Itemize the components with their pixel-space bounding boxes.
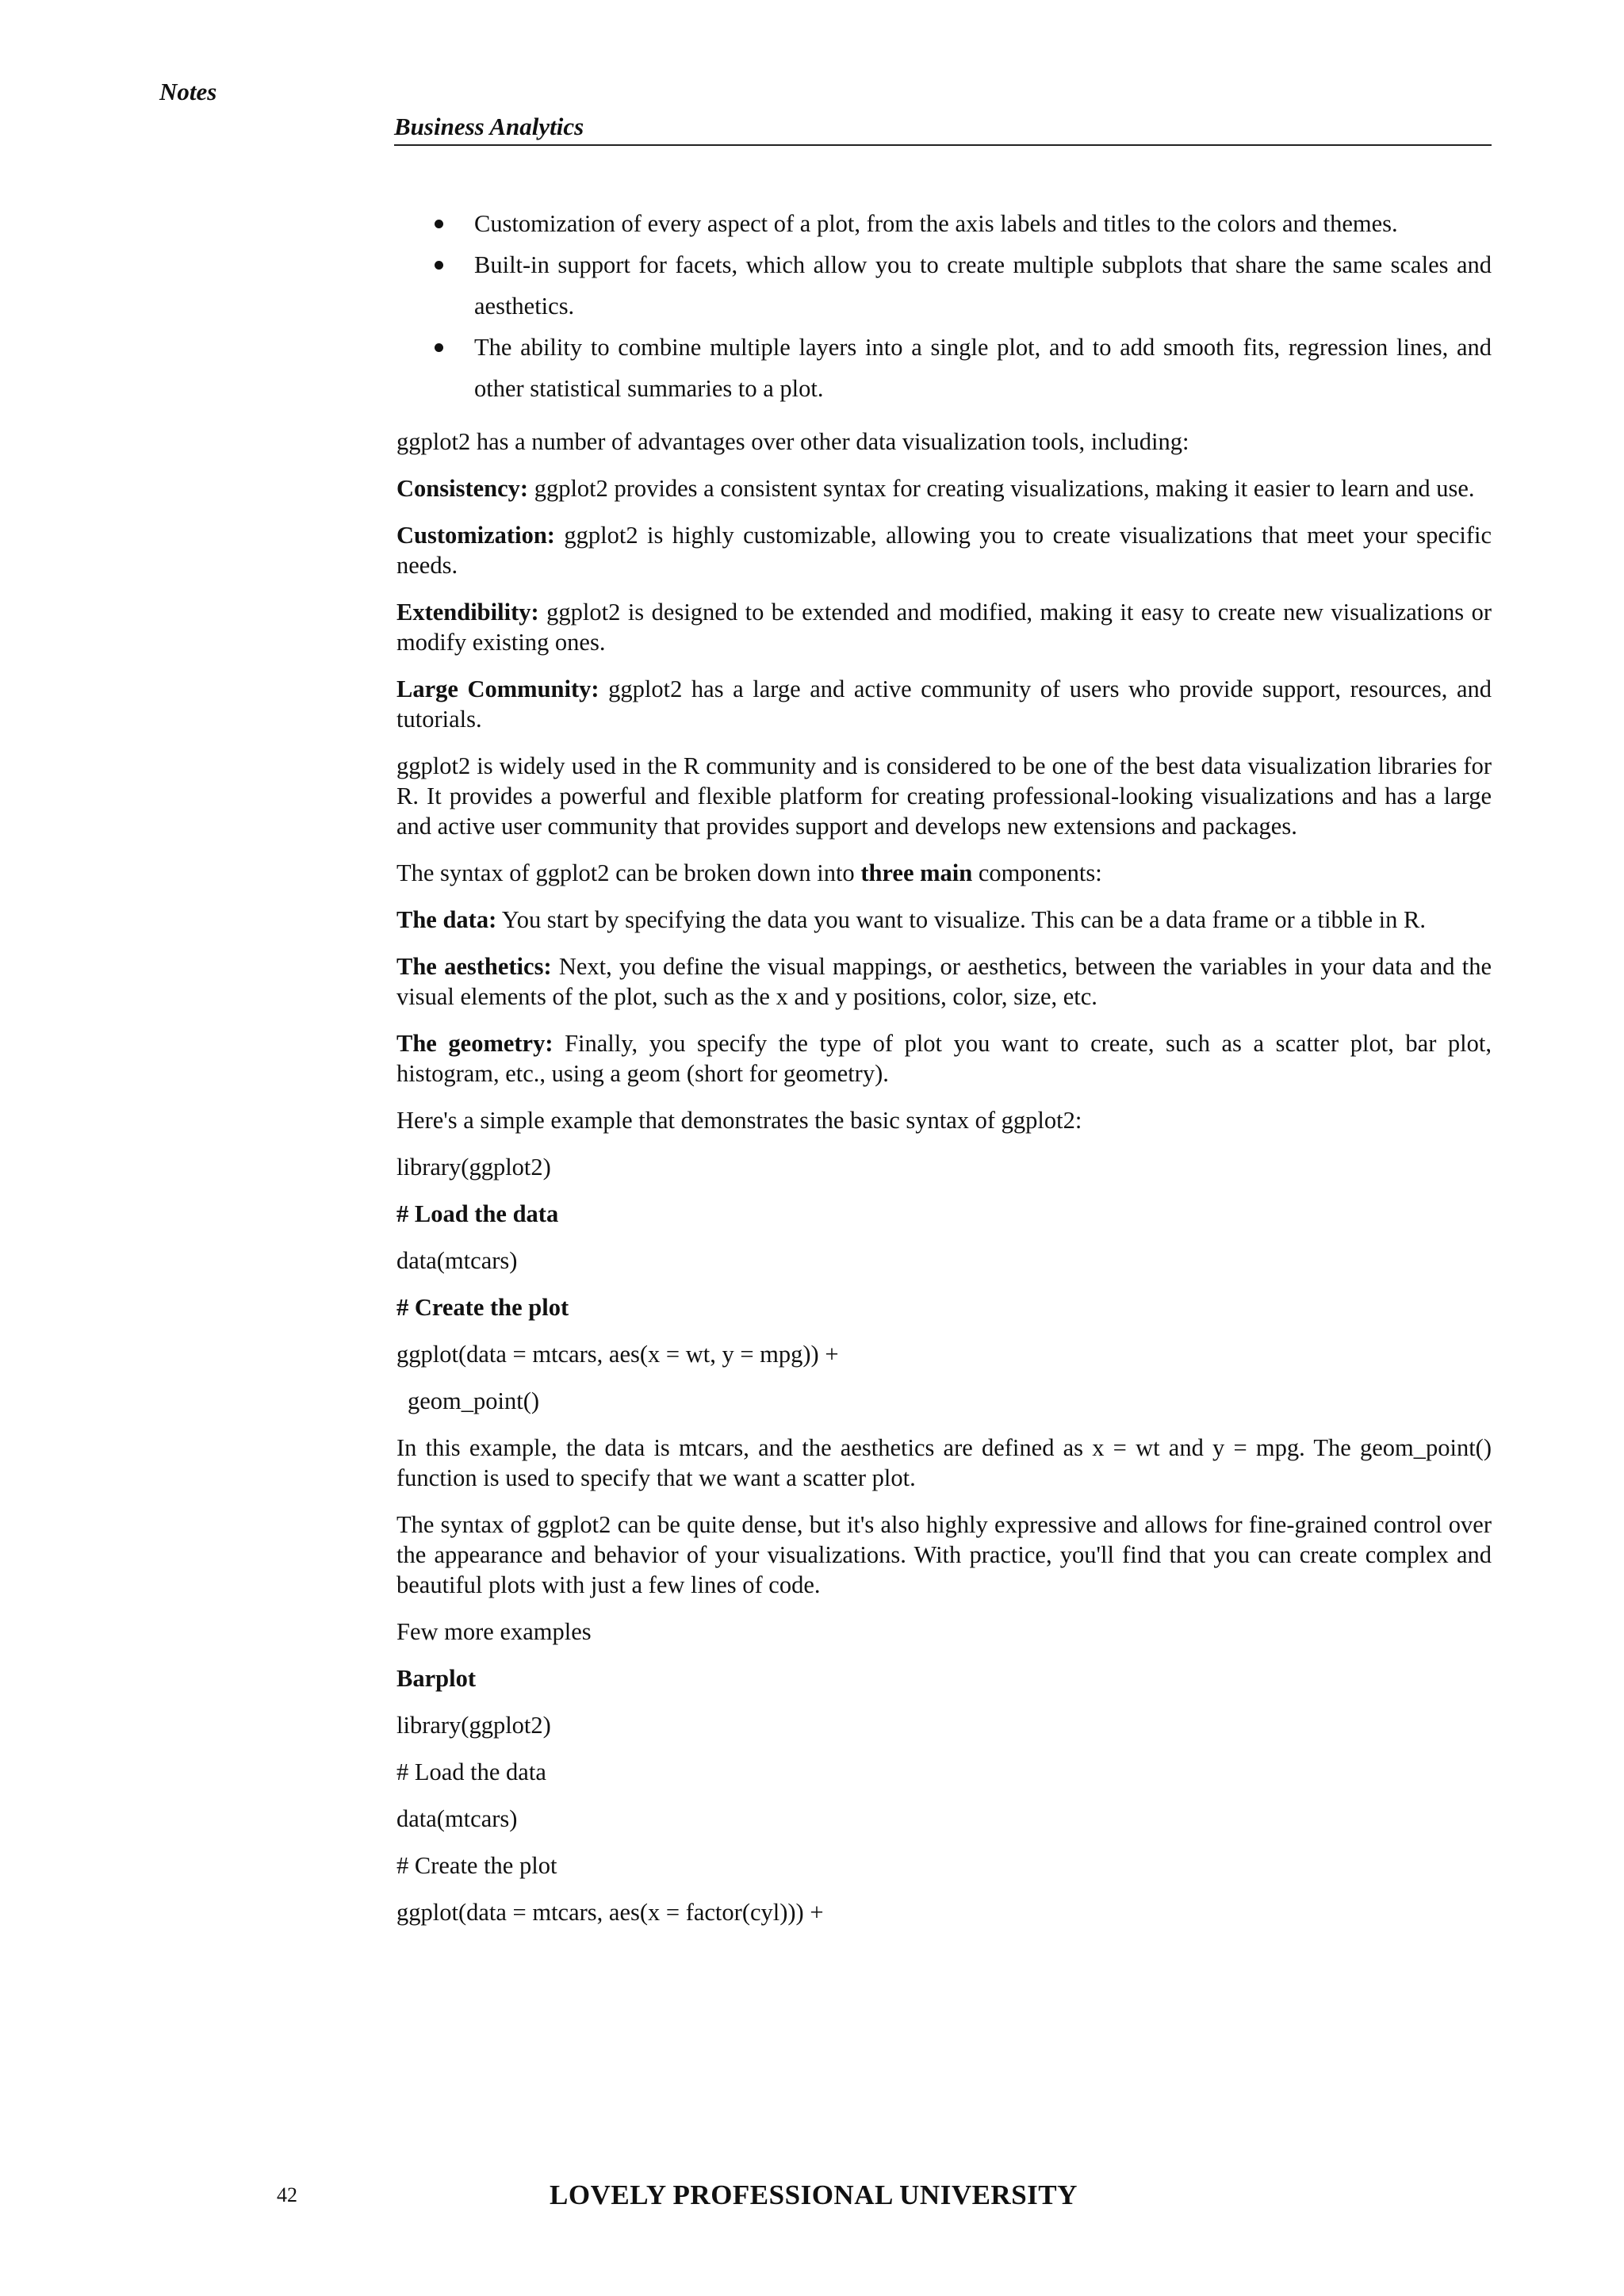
few-more-examples: Few more examples: [396, 1618, 592, 1645]
component-aesthetics: The aesthetics: Next, you define the visual mappings, or aesthetics, between the variables in your data and the visual elements of the plot, such as the x and y positions, color, size, etc.: [396, 953, 1492, 1010]
code-comment: # Load the data: [396, 1758, 546, 1785]
code-line: data(mtcars): [396, 1247, 518, 1274]
syntax-intro: The syntax of ggplot2 can be broken down into three main components:: [396, 859, 1102, 886]
list-item: Built-in support for facets, which allow you to create multiple subplots that share the same scales and aesthetics.: [396, 244, 1492, 327]
example-intro: Here's a simple example that demonstrates the basic syntax of ggplot2:: [396, 1107, 1082, 1134]
barplot-heading: Barplot: [396, 1665, 476, 1692]
footer-university: LOVELY PROFESSIONAL UNIVERSITY: [550, 2179, 1078, 2210]
margin-notes-label: Notes: [159, 78, 217, 105]
advantages-intro: ggplot2 has a number of advantages over other data visualization tools, including:: [396, 428, 1189, 455]
dense-paragraph: The syntax of ggplot2 can be quite dense, but it's also highly expressive and allows for fine-grained control over the appearance and behavior of your visualizations. With practice, you'll find that you can create complex and beautiful plots with just a few lines of code.: [396, 1511, 1492, 1598]
bullet-icon: [435, 343, 443, 352]
code-line: ggplot(data = mtcars, aes(x = factor(cyl))) +: [396, 1899, 824, 1926]
component-geometry: The geometry: Finally, you specify the type of plot you want to create, such as a scatter plot, bar plot, histogram, etc., using a geom (short for geometry).: [396, 1030, 1492, 1087]
explanation-paragraph: In this example, the data is mtcars, and the aesthetics are defined as x = wt and y = mpg. The geom_point() function is used to specify that we want a scatter plot.: [396, 1434, 1492, 1491]
running-header: Business Analytics: [394, 113, 1492, 146]
widely-used-paragraph: ggplot2 is widely used in the R community and is considered to be one of the best data visualization libraries for R. It provides a powerful and flexible platform for creating professional-looking visualizations and has a large and active user community that provides support and develops new extensions and packages.: [396, 752, 1492, 840]
code-line: library(ggplot2): [396, 1154, 551, 1181]
code-comment: # Create the plot: [396, 1294, 569, 1321]
code-comment: # Create the plot: [396, 1852, 557, 1879]
bullet-icon: [435, 220, 443, 228]
code-line: data(mtcars): [396, 1805, 518, 1832]
page-body: [396, 203, 1492, 1944]
advantage-customization: Customization: ggplot2 is highly customizable, allowing you to create visualizations that meet your specific needs.: [396, 522, 1492, 579]
code-line: library(ggplot2): [396, 1712, 551, 1739]
page-number: 42: [277, 2183, 297, 2206]
code-line: geom_point(): [408, 1387, 540, 1414]
advantage-extendibility: Extendibility: ggplot2 is designed to be extended and modified, making it easy to create new visualizations or modify existing ones.: [396, 599, 1492, 656]
feature-list: [396, 203, 1492, 409]
advantage-community: Large Community: ggplot2 has a large and active community of users who provide support, resources, and tutorials.: [396, 675, 1492, 733]
bullet-icon: [435, 261, 443, 270]
list-item: The ability to combine multiple layers into a single plot, and to add smooth fits, regression lines, and other statistical summaries to a plot.: [396, 327, 1492, 409]
code-comment: # Load the data: [396, 1200, 559, 1227]
list-item: Customization of every aspect of a plot, from the axis labels and titles to the colors and themes.: [396, 203, 1492, 244]
code-line: ggplot(data = mtcars, aes(x = wt, y = mpg)) +: [396, 1341, 839, 1368]
advantage-consistency: Consistency: ggplot2 provides a consistent syntax for creating visualizations, making it easier to learn and use.: [396, 475, 1475, 502]
component-data: The data: You start by specifying the data you want to visualize. This can be a data frame or a tibble in R.: [396, 906, 1426, 933]
